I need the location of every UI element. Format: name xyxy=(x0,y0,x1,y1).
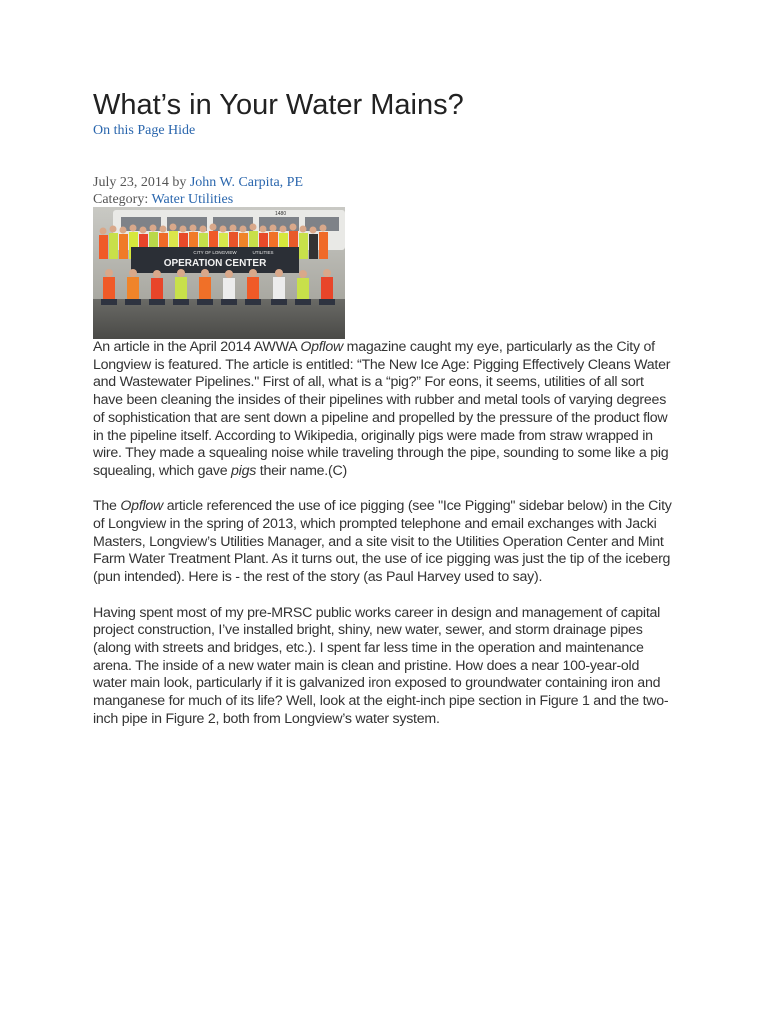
category-link[interactable]: Water Utilities xyxy=(151,192,234,207)
paragraph-1: An article in the April 2014 AWWA Opflow magazine caught my eye, particularly as the City of Longview is featured. The article is entitled: “The New Ice Age: Pigging Effectively Cleans Water and Wastewater Pipelines." First of all, what is a “pig?” For eons, it seems, utilities of all sort have been cleaning the insides of their pipelines with rubber and metal tools of varying degrees of sophistication that are sent down a pipeline and propelled by the pressure of the product flow in the pipeline itself. According to Wikipedia, originally pigs were made from straw wrapped in wire. They made a squealing noise while traveling through the pipe, sounding to some like a pig squealing, which gave pigs their name.(C) xyxy=(93,339,671,479)
sign-line-1: CITY OF LONGVIEW xyxy=(193,250,237,255)
bus-number: 1480 xyxy=(275,211,287,217)
category-line xyxy=(93,191,303,208)
publish-date: July 23, 2014 xyxy=(93,175,169,190)
category-label: Category: xyxy=(93,192,149,207)
on-this-page-toggle[interactable]: On this Page Hide xyxy=(93,123,196,138)
article-body xyxy=(93,339,673,746)
article-meta xyxy=(93,174,303,208)
publication-name: Opflow xyxy=(300,339,343,355)
byline xyxy=(93,174,303,191)
byline-by: by xyxy=(172,175,187,190)
author-link[interactable]: John W. Carpita, PE xyxy=(189,175,304,190)
publication-name: Opflow xyxy=(120,498,164,515)
page-title: What’s in Your Water Mains? xyxy=(93,89,464,121)
sign-line-2: UTILITIES xyxy=(252,250,274,255)
emphasis-word: pigs xyxy=(231,462,257,479)
sign-line-3: OPERATION CENTER xyxy=(163,258,267,269)
staff-group-photo xyxy=(93,207,345,339)
paragraph-3: Having spent most of my pre-MRSC public works career in design and management of capital project construction, I’ve installed bright, shiny, new water, sewer, and storm drainage pipes (along with streets and bridges, etc.). I spent far less time in the operation and maintenance arena. The inside of a new water main is clean and pristine. How does a near 100-year-old water main look, particularly if it is galvanized iron exposed to groundwater containing iron and manganese for much of its life? Well, look at the eight-inch pipe section in Figure 1 and the two-inch pipe in Figure 2, both from Longview’s water system. xyxy=(93,604,669,727)
paragraph-2: The Opflow article referenced the use of ice pigging (see "Ice Pigging" sidebar below) in the City of Longview in the spring of 2013, which prompted telephone and email exchanges with Jacki Masters, Longview’s Utilities Manager, and a site visit to the Utilities Operation Center and Mint Farm Water Treatment Plant. As it turns out, the use of ice pigging was just the tip of the iceberg (pun intended). Here is - the rest of the story (as Paul Harvey used to say). xyxy=(93,498,672,586)
